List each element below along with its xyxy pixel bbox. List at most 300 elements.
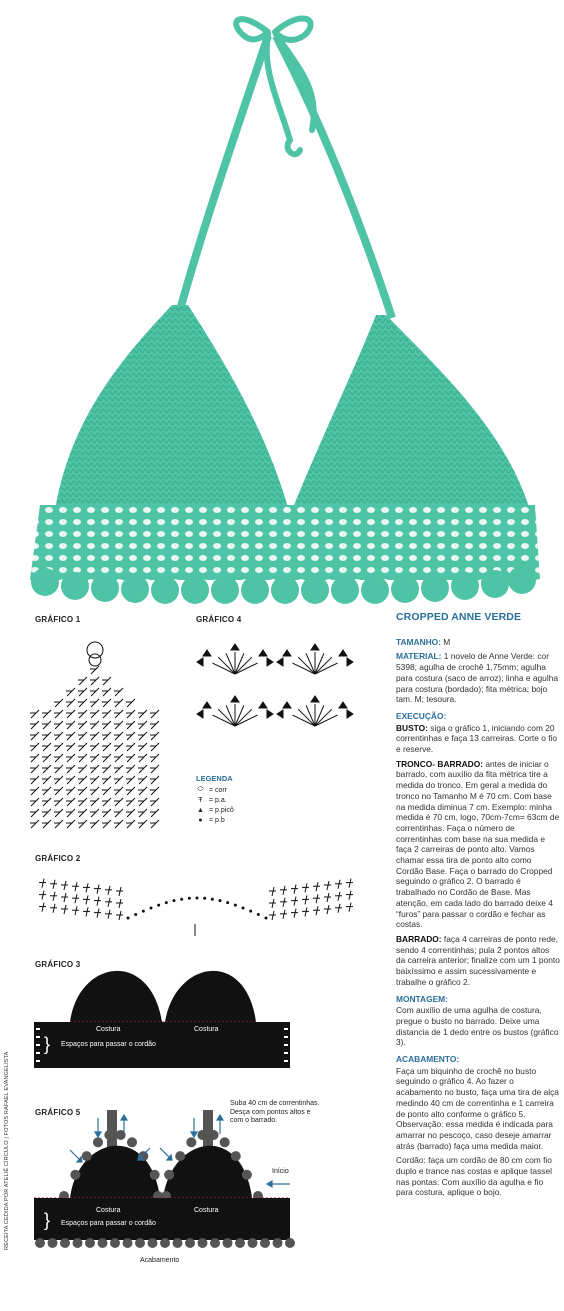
montagem-value: Com auxílio de uma agulha de costura, pregue o busto no barrado. Deixe uma distancia de 1 dedo entre os bustos (gráfico 3). (396, 1005, 559, 1048)
stitch-mark (103, 765, 111, 773)
picot-mark (277, 658, 283, 666)
tamanho-value: M (440, 636, 451, 647)
stitch-mark (91, 743, 99, 751)
stitch-mark (55, 798, 63, 806)
picot-mark (283, 702, 291, 708)
edge-bobble (127, 1137, 137, 1147)
stitch-dot (242, 907, 244, 909)
bottom-bobble (273, 1238, 283, 1248)
barrado-label: BARRADO: (396, 933, 442, 944)
stitch-mark (67, 732, 75, 740)
fan-stitch (235, 653, 244, 674)
bottom-bobble (248, 1238, 258, 1248)
edge-bobble (175, 1151, 185, 1161)
suba-line: Desça com pontos altos e (230, 1108, 311, 1116)
fan-stitch (235, 663, 258, 674)
picot-mark (347, 710, 353, 718)
stitch-mark (67, 820, 75, 828)
stitch-dot (211, 898, 213, 900)
bottom-bobble (235, 1238, 245, 1248)
fan-stitch (218, 709, 235, 726)
fan-stitch (315, 657, 332, 674)
crochet-top-photo (0, 0, 564, 606)
stitch-mark (43, 798, 51, 806)
stitch-mark (139, 732, 147, 740)
stitch-mark (151, 809, 159, 817)
edge-bobble (93, 1137, 103, 1147)
bottom-bobble (98, 1238, 108, 1248)
stitch-mark (151, 754, 159, 762)
left-strap (180, 36, 268, 310)
stitch-mark (127, 776, 135, 784)
stitch-mark (67, 765, 75, 773)
costura-right-5: Costura (194, 1207, 219, 1214)
stitch-mark (91, 688, 99, 696)
grafico-2-chart (39, 879, 353, 936)
edge-bobble (104, 1130, 114, 1140)
edge-bobble (209, 1130, 219, 1140)
legend-title: LEGENDA (196, 774, 233, 783)
acabamento-heading: ACABAMENTO: (396, 1054, 460, 1065)
grafico-5-chart (34, 1110, 295, 1248)
stitch-dot (265, 917, 267, 919)
busto-value: siga o gráfico 1, iniciando com 20 correntinhas e faça 13 carreiras. Corte o fio e reserve. (396, 722, 558, 755)
edge-bobble (186, 1137, 196, 1147)
stitch-mark (127, 743, 135, 751)
recipe-title: CROPPED ANNE VERDE (396, 611, 522, 623)
stitch-mark (115, 688, 123, 696)
stitch-dot (196, 897, 198, 899)
stitch-mark (31, 754, 39, 762)
acabamento-value: Faça um biquinho de crochê no busto seguindo o gráfico 4. Ao fazer o acabamento no busto, faça uma tira de alça medindo 40 cm de correntinha e 1 carreira de ponto alto conforme o gráfico 5. Observação: essa medida é indicada para amarrar no pescoço, caso deseje amarrar atrás (barrado) faça uma medida maior. (396, 1065, 559, 1151)
stitch-mark (31, 787, 39, 795)
execucao-heading: EXECUÇÃO: (396, 710, 447, 721)
bottom-bobble (123, 1238, 133, 1248)
busto (396, 723, 560, 755)
stitch-mark (79, 743, 87, 751)
stitch-mark (103, 743, 111, 751)
stitch-mark (55, 809, 63, 817)
fan-stitch (235, 715, 258, 726)
stitch-mark (103, 776, 111, 784)
stitch-mark (115, 732, 123, 740)
fan-stitch (298, 657, 315, 674)
stitch-mark (139, 743, 147, 751)
stitch-mark (55, 743, 63, 751)
fan-stitch (292, 663, 315, 674)
stitch-mark (91, 721, 99, 729)
stitch-mark (91, 765, 99, 773)
stitch-mark (103, 809, 111, 817)
picot-mark (311, 696, 319, 702)
bottom-bobble (85, 1238, 95, 1248)
bottom-bobble (110, 1238, 120, 1248)
grafico-1-chart (30, 642, 159, 828)
stitch-mark (67, 743, 75, 751)
stitch-mark (151, 765, 159, 773)
stitch-mark (151, 710, 159, 718)
picot-mark (197, 710, 203, 718)
stitch-mark (67, 699, 75, 707)
fan-stitch (212, 663, 235, 674)
edge-bobble (82, 1151, 92, 1161)
stitch-mark (103, 721, 111, 729)
stitch-mark (103, 754, 111, 762)
edge-bobble (220, 1137, 230, 1147)
bottom-bobble (148, 1238, 158, 1248)
stitch-mark (79, 732, 87, 740)
chart-top-loop (89, 654, 101, 666)
picot-mark (311, 644, 319, 650)
legend-item: = corr (209, 786, 228, 794)
stitch-mark (67, 688, 75, 696)
bottom-bobble (135, 1238, 145, 1248)
stitch-mark (31, 732, 39, 740)
legend-item: = p.b (209, 816, 225, 824)
chain-symbol-icon: ⬭ (197, 786, 204, 793)
stitch-mark (91, 787, 99, 795)
legend-item: = p.a. (209, 796, 227, 804)
stitch-mark (103, 688, 111, 696)
stitch-mark (79, 787, 87, 795)
stitch-mark (151, 798, 159, 806)
fan-stitch (315, 715, 338, 726)
stitch-mark (127, 754, 135, 762)
stitch-mark (79, 754, 87, 762)
costura-right: Costura (194, 1026, 219, 1033)
stitch-mark (103, 699, 111, 707)
edge-bobble (197, 1130, 207, 1140)
costura-left-5: Costura (96, 1207, 121, 1214)
stitch-mark (79, 699, 87, 707)
bottom-bobble (173, 1238, 183, 1248)
grafico-5-label: GRÁFICO 5 (35, 1108, 81, 1117)
stitch-mark (151, 787, 159, 795)
tronco (396, 759, 560, 930)
montagem-heading: MONTAGEM: (396, 993, 448, 1004)
stitch-mark (115, 765, 123, 773)
espacos-label: Espaços para passar o cordão (61, 1041, 156, 1048)
stitch-mark (67, 809, 75, 817)
suba-note (230, 1100, 320, 1126)
picot-mark (231, 696, 239, 702)
stitch-mark (91, 776, 99, 784)
inicio-label: Início (272, 1168, 289, 1175)
barrado-value: faça 4 carreiras de ponto rede, sendo 4 correntinhas; pula 2 pontos altos da carreira anterior; finalize com um 1 ponto baixíssimo e assim sucessivamente e trabalhe o gráfico 2. (396, 933, 560, 987)
stitch-dot (257, 914, 259, 916)
fan-stitch (218, 657, 235, 674)
picot-mark (267, 710, 273, 718)
stitch-mark (79, 776, 87, 784)
recipe-text (396, 612, 560, 1198)
legend-item: = p.picô (209, 806, 234, 814)
stitch-mark (115, 743, 123, 751)
svg-text:}: } (44, 1210, 51, 1230)
bottom-bobble (160, 1238, 170, 1248)
credit-text: RECEITA CEDIDA POR ATELIÊ CÍRCULO | FOTOS RAFAEL EVANGELISTA (4, 1051, 10, 1250)
right-strap (276, 36, 392, 318)
stitch-mark (127, 710, 135, 718)
picot-mark (267, 658, 273, 666)
stitch-dot (150, 907, 152, 909)
stitch-dot (188, 897, 190, 899)
stitch-dot (127, 917, 129, 919)
fan-stitch (315, 709, 332, 726)
fan-stitch (212, 715, 235, 726)
stitch-mark (91, 732, 99, 740)
stitch-mark (31, 765, 39, 773)
stitch-mark (91, 798, 99, 806)
fan-stitch (292, 715, 315, 726)
stitch-dot (135, 914, 137, 916)
bottom-bobble (73, 1238, 83, 1248)
busto-label: BUSTO: (396, 722, 428, 733)
svg-text:}: } (44, 1034, 51, 1054)
stitch-mark (103, 787, 111, 795)
fan-stitch (235, 705, 244, 726)
tronco-label: TRONCO- BARRADO: (396, 758, 483, 769)
stitch-mark (79, 721, 87, 729)
stitch-mark (55, 776, 63, 784)
stitch-dot (227, 902, 229, 904)
stitch-mark (139, 754, 147, 762)
edge-bobble (70, 1170, 80, 1180)
chart-top-loop (87, 642, 103, 658)
stitch-mark (115, 820, 123, 828)
stitch-mark (151, 743, 159, 751)
stitch-mark (79, 809, 87, 817)
stitch-mark (115, 710, 123, 718)
stitch-mark (103, 677, 111, 685)
edge-bobble (231, 1151, 241, 1161)
stitch-mark (43, 721, 51, 729)
stitch-mark (31, 743, 39, 751)
picot-mark (231, 644, 239, 650)
stitch-mark (55, 765, 63, 773)
picot-symbol-icon: ▲ (197, 806, 204, 814)
right-cup (290, 315, 530, 515)
edge-bobble (242, 1170, 252, 1180)
picot-mark (339, 702, 347, 708)
bottom-bobble (60, 1238, 70, 1248)
stitch-mark (67, 754, 75, 762)
stitch-mark (115, 798, 123, 806)
fan-stitch (235, 657, 252, 674)
stitch-dot (204, 897, 206, 899)
stitch-mark (115, 721, 123, 729)
grafico-2-label: GRÁFICO 2 (35, 854, 81, 863)
bottom-bobble (185, 1238, 195, 1248)
bottom-bobble (35, 1238, 45, 1248)
stitch-dot (173, 900, 175, 902)
tamanho (396, 637, 560, 648)
material-value: 1 novelo de Anne Verde: cor 5398; agulha de crochê 1,75mm; agulha para costura (saco de arroz); linha e agulha para costura (bordado); fita métrica; bojo tam. M; tesoura. (396, 651, 559, 705)
fan-stitch (235, 709, 252, 726)
stitch-mark (103, 798, 111, 806)
bottom-bobble (48, 1238, 58, 1248)
stitch-mark (55, 732, 63, 740)
stitch-mark (127, 809, 135, 817)
lace-band (30, 505, 540, 580)
stitch-mark (151, 820, 159, 828)
stitch-mark (43, 809, 51, 817)
stitch-mark (31, 820, 39, 828)
stitch-mark (91, 699, 99, 707)
strap-left (107, 1110, 117, 1148)
tamanho-label: TAMANHO: (396, 636, 441, 647)
picot-mark (259, 650, 267, 656)
picot-mark (347, 658, 353, 666)
grafico-3-label: GRÁFICO 3 (35, 960, 81, 969)
stitch-mark (55, 754, 63, 762)
suba-line: com o barrado. (230, 1117, 278, 1124)
stitch-mark (31, 776, 39, 784)
picot-mark (203, 702, 211, 708)
stitch-mark (115, 809, 123, 817)
stitch-mark (67, 721, 75, 729)
fan-stitch (315, 663, 338, 674)
barrado (396, 934, 560, 988)
stitch-dot (181, 898, 183, 900)
fan-stitch (306, 705, 315, 726)
stitch-mark (103, 732, 111, 740)
stitch-mark (91, 710, 99, 718)
fan-stitch (226, 653, 235, 674)
stitch-mark (43, 732, 51, 740)
stitch-mark (55, 820, 63, 828)
grafico-4-label: GRÁFICO 4 (196, 615, 242, 624)
stitch-mark (31, 809, 39, 817)
stitch-mark (79, 798, 87, 806)
bottom-bobble (260, 1238, 270, 1248)
acabamento-label: Acabamento (140, 1257, 180, 1264)
stitch-mark (43, 710, 51, 718)
bottom-bobble (210, 1238, 220, 1248)
stitch-mark (151, 732, 159, 740)
legend (196, 774, 234, 825)
stitch-mark (127, 787, 135, 795)
bottom-bobble (223, 1238, 233, 1248)
stitch-mark (79, 765, 87, 773)
stitch-mark (79, 688, 87, 696)
picot-mark (283, 650, 291, 656)
stitch-dot (165, 902, 167, 904)
stitch-mark (91, 754, 99, 762)
picot-mark (339, 650, 347, 656)
stitch-mark (67, 710, 75, 718)
picot-mark (277, 710, 283, 718)
stitch-mark (139, 798, 147, 806)
espacos-label-5: Espaços para passar o cordão (61, 1220, 156, 1227)
stitch-mark (43, 754, 51, 762)
stitch-mark (91, 809, 99, 817)
stitch-mark (55, 721, 63, 729)
double-crochet-symbol-icon: Ŧ (198, 796, 203, 804)
stitch-mark (139, 820, 147, 828)
stitch-mark (127, 765, 135, 773)
bottom-bobble (285, 1238, 295, 1248)
stitch-mark (127, 732, 135, 740)
stitch-mark (103, 820, 111, 828)
cup-left (70, 971, 162, 1022)
stitch-mark (55, 787, 63, 795)
stitch-mark (43, 787, 51, 795)
stitch-dot (142, 910, 144, 912)
stitch-mark (139, 809, 147, 817)
stitch-mark (127, 699, 135, 707)
grafico-4-chart (197, 644, 353, 726)
stitch-mark (31, 721, 39, 729)
stitch-mark (79, 710, 87, 718)
stitch-mark (115, 699, 123, 707)
stitch-mark (127, 798, 135, 806)
crochet-charts (0, 606, 392, 1311)
picot-mark (259, 702, 267, 708)
bottom-bobble (198, 1238, 208, 1248)
stitch-mark (43, 765, 51, 773)
stitch-mark (31, 710, 39, 718)
stitch-mark (55, 710, 63, 718)
stitch-mark (79, 677, 87, 685)
picot-mark (203, 650, 211, 656)
stitch-mark (115, 787, 123, 795)
grafico-3-chart (34, 971, 290, 1068)
stitch-dot (158, 904, 160, 906)
stitch-mark (127, 820, 135, 828)
fan-stitch (298, 709, 315, 726)
stitch-mark (127, 721, 135, 729)
stitch-mark (139, 765, 147, 773)
picot-mark (197, 658, 203, 666)
stitch-mark (91, 677, 99, 685)
stitch-mark (67, 776, 75, 784)
stitch-mark (115, 776, 123, 784)
stitch-mark (139, 787, 147, 795)
tronco-value: antes de iniciar o barrado, com auxílio da fita métrica tire a medida do tronco. Em geral a medida do tronco no Tamanho M é 70 cm. Com base na medida diminua 7 cm. Exemplo: minha medida é 70 cm, logo, 70cm-7cm= 63cm de correntinhas. Faça o número de correntinhas com base na sua medida e faça 2 carreiras de ponto alto. Vamos chamar essa tira de ponto alto como Cordão Base. Faça o barrado do Cropped seguindo o gráfico 2. O barrado é trabalhado no Cordão de Base. Mas atenção, em cada lado do barrado deixe 4 “furos” para passar o cordão e fechar as costas. (396, 758, 560, 930)
stitch-dot (219, 900, 221, 902)
photo-credit (4, 1051, 14, 1250)
stitch-mark (91, 820, 99, 828)
stitch-mark (79, 820, 87, 828)
stitch-mark (43, 776, 51, 784)
stitch-mark (43, 820, 51, 828)
stitch-mark (55, 699, 63, 707)
fan-stitch (315, 705, 324, 726)
stitch-mark (151, 721, 159, 729)
left-cup (55, 305, 290, 515)
edge-bobble (150, 1170, 160, 1180)
stitch-mark (67, 798, 75, 806)
stitch-mark (91, 666, 99, 674)
stitch-dot (234, 904, 236, 906)
grafico-1-label: GRÁFICO 1 (35, 615, 81, 624)
stitch-dot (250, 910, 252, 912)
stitch-mark (43, 743, 51, 751)
fan-stitch (315, 653, 324, 674)
stitch-mark (67, 787, 75, 795)
material-label: MATERIAL: (396, 651, 442, 662)
stitch-mark (139, 721, 147, 729)
edge-bobble (164, 1170, 174, 1180)
stitch-mark (139, 710, 147, 718)
stitch-mark (151, 776, 159, 784)
suba-line: Suba 40 cm de correntinhas. (230, 1100, 320, 1107)
single-crochet-symbol-icon: ● (198, 816, 203, 824)
fan-stitch (226, 705, 235, 726)
strap-right (203, 1110, 213, 1148)
stitch-mark (31, 798, 39, 806)
stitch-mark (139, 776, 147, 784)
